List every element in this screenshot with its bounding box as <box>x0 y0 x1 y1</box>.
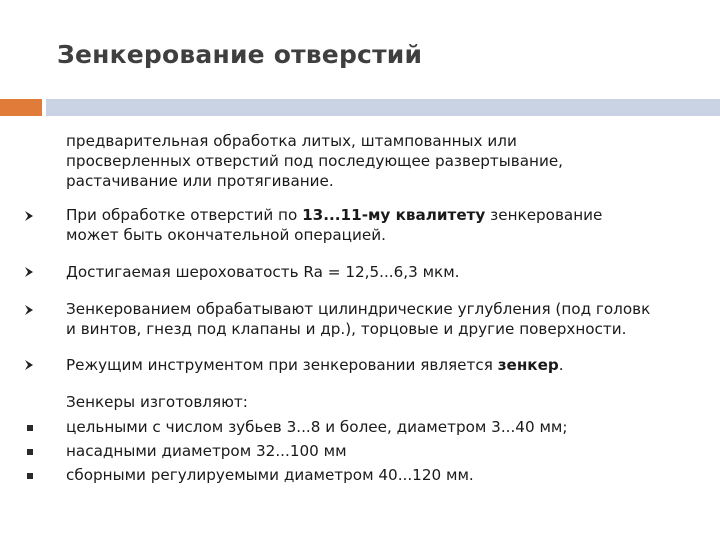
bullet-text-bold: зенкер <box>497 356 559 374</box>
bullet-text <box>66 205 602 225</box>
arrowhead-icon <box>24 359 34 371</box>
arrowhead-icon <box>24 304 34 316</box>
intro-line: предварительная обработка литых, штампованных или <box>66 132 517 150</box>
list-item: цельными с числом зубьев 3...8 и более, диаметром 3...40 мм; <box>66 418 568 436</box>
square-icon <box>27 473 33 479</box>
bullet-text-bold: 13...11-му квалитету <box>302 206 486 224</box>
list-item: сборными регулируемыми диаметром 40...120 мм. <box>66 466 474 484</box>
bullet-text <box>66 355 564 375</box>
list-item: насадными диаметром 32...100 мм <box>66 442 347 460</box>
bullet-text: может быть окончательной операцией. <box>66 226 386 244</box>
arrowhead-icon <box>24 266 34 278</box>
bullet-text-part: . <box>558 356 564 374</box>
bullet-text-part: Режущим инструментом при зенкеровании является <box>66 356 498 374</box>
square-icon <box>27 449 33 455</box>
page-title: Зенкерование отверстий <box>57 40 423 69</box>
bullet-text: Зенкерованием обрабатывают цилиндрические углубления (под головк <box>66 300 651 318</box>
bullet-text-part: зенкерование <box>485 206 603 224</box>
intro-line: просверленных отверстий под последующее развертывание, <box>66 152 563 170</box>
square-icon <box>27 425 33 431</box>
intro-line: растачивание или протягивание. <box>66 172 334 190</box>
list-heading: Зенкеры изготовляют: <box>66 393 248 411</box>
bullet-text-part: При обработке отверстий по <box>66 206 303 224</box>
bullet-text: и винтов, гнезд под клапаны и др.), торцовые и другие поверхности. <box>66 320 627 338</box>
bullet-text: Достигаемая шероховатость Ra = 12,5...6,3 мкм. <box>66 263 460 281</box>
arrowhead-icon <box>24 210 34 222</box>
